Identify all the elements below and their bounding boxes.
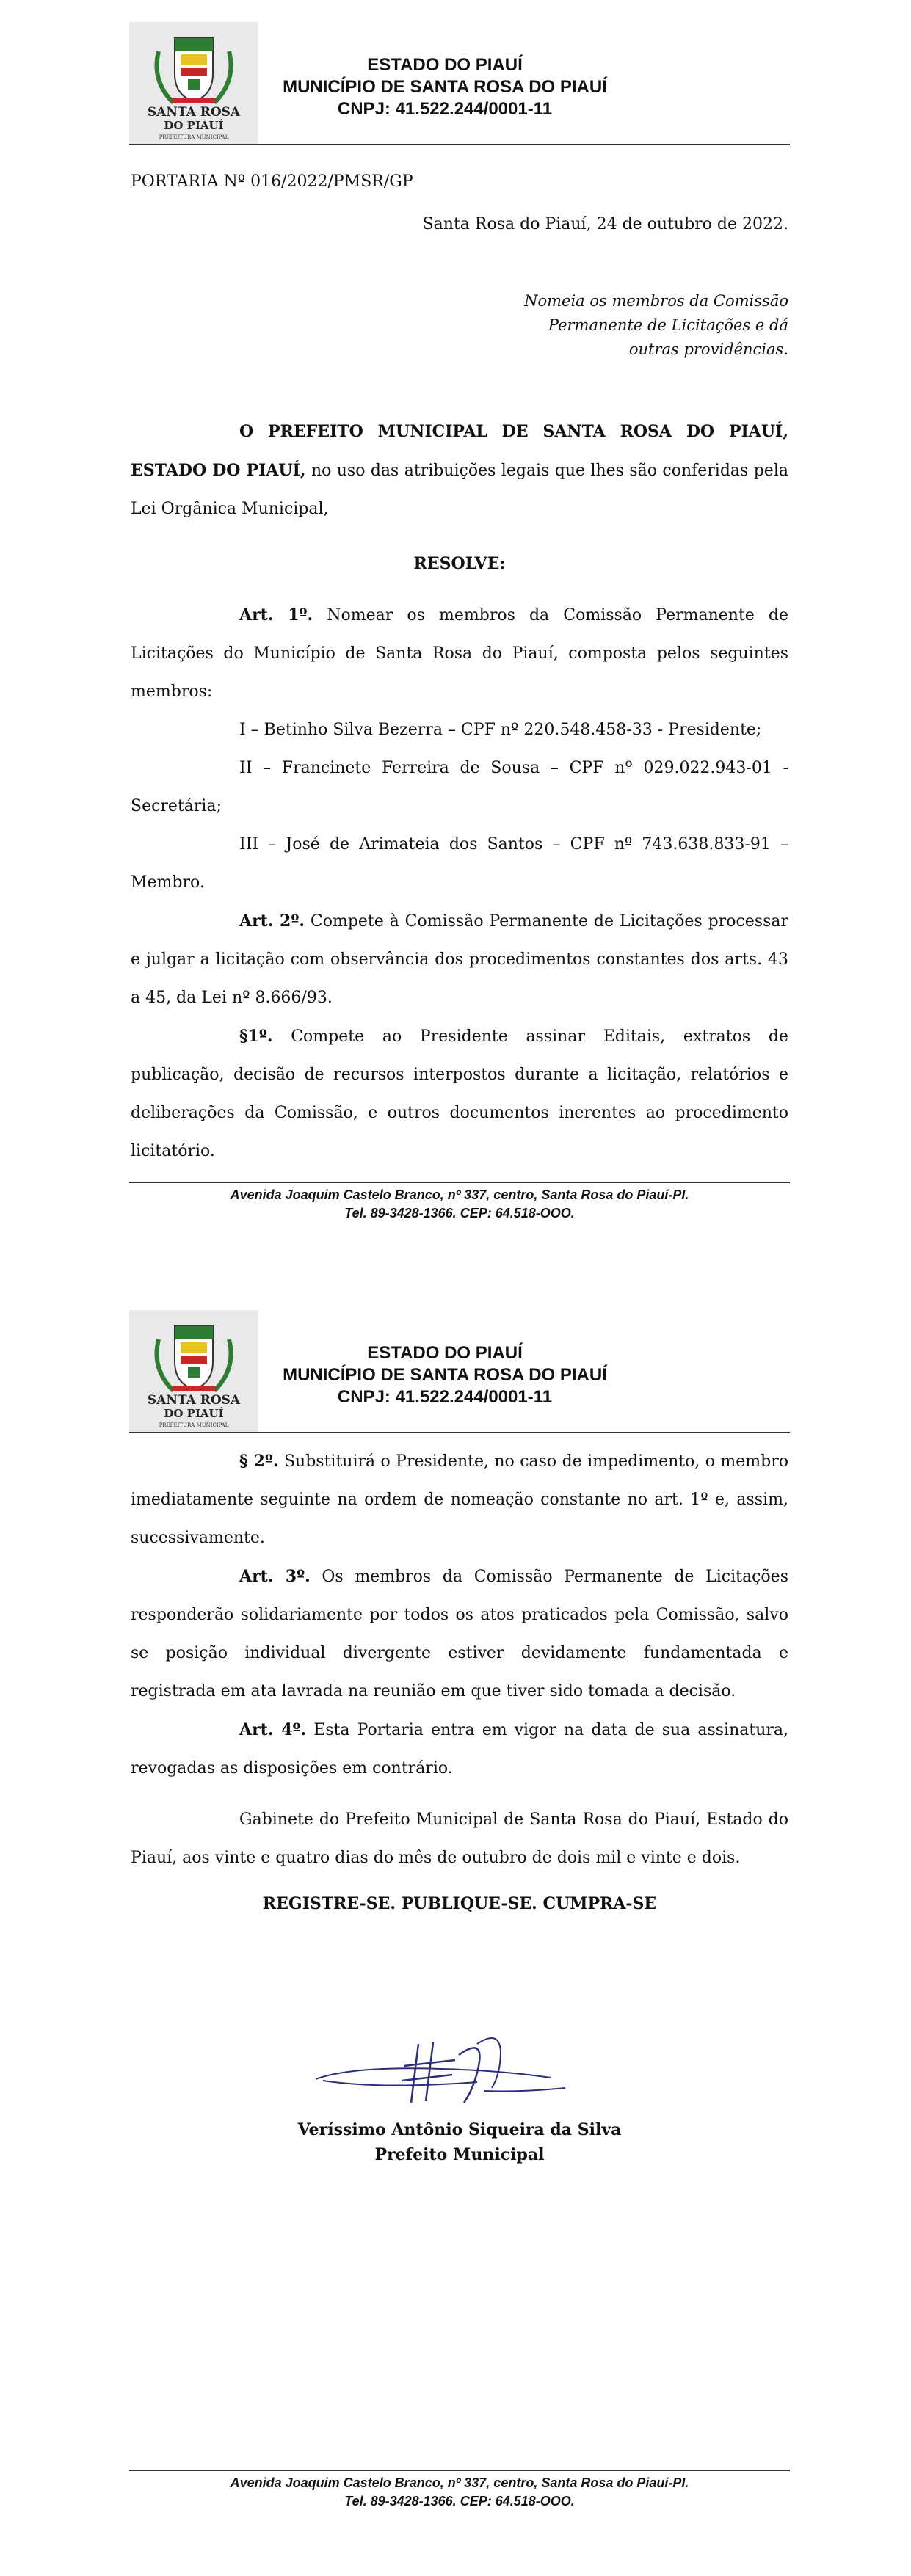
art4-label: Art. 4º. [239, 1720, 307, 1739]
registre-line: REGISTRE-SE. PUBLIQUE-SE. CUMPRA-SE [262, 1894, 657, 1913]
preamble-bold: O PREFEITO MUNICIPAL DE SANTA ROSA DO PIAUÍ, ESTADO DO PIAUÍ, [131, 422, 788, 480]
letterhead [129, 1310, 790, 1435]
art3-text: Os membros da Comissão Permanente de Licitações responderão solidariamente por todos os atos praticados pela Comissão, salvo se posição individual divergente estiver devidamente fundamentada e registrada em ata lavrada na reunião em que tiver sido tomada a decisão. [131, 1568, 788, 1700]
page-2 [0, 1288, 911, 2576]
signer-name: Veríssimo Antônio Siqueira da Silva [297, 2120, 622, 2139]
footer-address: Avenida Joaquim Castelo Branco, nº 337, centro, Santa Rosa do Piauí-PI. [230, 1187, 689, 1202]
closing-paragraph: Gabinete do Prefeito Municipal de Santa Rosa do Piauí, Estado do Piauí, aos vinte e quatro dias do mês de outubro de dois mil e vinte e dois. [131, 1811, 788, 1867]
header-divider [129, 144, 790, 145]
logo-text-3: PREFEITURA MUNICIPAL [159, 134, 229, 140]
articles-page-1 [131, 596, 788, 1171]
letterhead-municipality: MUNICÍPIO DE SANTA ROSA DO PIAUÍ [283, 1365, 607, 1385]
footer-contact: Tel. 89-3428-1366. CEP: 64.518-OOO. [344, 1206, 575, 1220]
letterhead-municipality: MUNICÍPIO DE SANTA ROSA DO PIAUÍ [283, 77, 607, 97]
preamble [131, 412, 788, 528]
letterhead-title [276, 54, 614, 120]
art4-text: Esta Portaria entra em vigor na data de sua assinatura, revogadas as disposições em contrário. [131, 1721, 789, 1778]
page-2-footer [129, 2470, 790, 2511]
member-3: III – José de Arimateia dos Santos – CPF nº 743.638.833-91 – Membro. [131, 835, 788, 892]
logo-text-1: SANTA ROSA [147, 105, 241, 120]
letterhead-cnpj: CNPJ: 41.522.244/0001-11 [337, 1387, 553, 1407]
municipal-logo [129, 22, 258, 144]
signature [308, 2022, 587, 2117]
par1-text: Compete ao Presidente assinar Editais, extratos de publicação, decisão de recursos interpostos durante a licitação, relatórios e deliberações da Comissão, e outros documentos inerentes ao procedimento licitatório. [131, 1027, 788, 1160]
handwritten-signature-icon [308, 2022, 587, 2117]
letterhead-state: ESTADO DO PIAUÍ [367, 55, 523, 75]
coat-of-arms-icon [129, 1310, 258, 1432]
letterhead [129, 22, 790, 147]
footer-contact: Tel. 89-3428-1366. CEP: 64.518-OOO. [344, 2494, 575, 2508]
logo-text-2: DO PIAUÍ [164, 1407, 224, 1420]
art2-text: Compete à Comissão Permanente de Licitações processar e julgar a licitação com observância dos procedimentos constantes dos arts. 43 a 45, da Lei nº 8.666/93. [131, 912, 788, 1007]
member-2: II – Francinete Ferreira de Sousa – CPF nº 029.022.943-01 - Secretária; [131, 759, 788, 815]
footer-address: Avenida Joaquim Castelo Branco, nº 337, centro, Santa Rosa do Piauí-PI. [230, 2475, 689, 2490]
preamble-text: no uso das atribuições legais que lhes são conferidas pela Lei Orgânica Municipal, [131, 462, 788, 518]
municipal-logo [129, 1310, 258, 1432]
portaria-number: PORTARIA Nº 016/2022/PMSR/GP [131, 172, 413, 191]
ementa: Nomeia os membros da Comissão Permanente de Licitações e dá outras providências. [524, 292, 788, 358]
logo-text-2: DO PIAUÍ [164, 119, 224, 132]
member-1: I – Betinho Silva Bezerra – CPF nº 220.548.458-33 - Presidente; [239, 721, 762, 739]
resolve-heading: RESOLVE: [413, 554, 506, 573]
articles-page-2 [131, 1442, 788, 1923]
letterhead-title [276, 1342, 614, 1408]
signer-block [131, 2117, 788, 2167]
par1-label: §1º. [239, 1027, 273, 1046]
ementa-block [131, 289, 788, 370]
coat-of-arms-icon [129, 22, 258, 144]
par2-label: § 2º. [239, 1452, 279, 1471]
letterhead-state: ESTADO DO PIAUÍ [367, 1343, 523, 1363]
art1-label: Art. 1º. [239, 605, 313, 625]
header-divider [129, 1432, 790, 1433]
art2-label: Art. 2º. [239, 912, 305, 931]
art1-text: Nomear os membros da Comissão Permanente de Licitações do Município de Santa Rosa do Piauí, composta pelos seguintes membros: [131, 606, 788, 701]
logo-text-1: SANTA ROSA [147, 1393, 241, 1408]
par2-text: Substituirá o Presidente, no caso de impedimento, o membro imediatamente seguinte na ordem de nomeação constante no art. 1º e, assim, sucessivamente. [131, 1452, 788, 1547]
letterhead-cnpj: CNPJ: 41.522.244/0001-11 [337, 99, 553, 119]
logo-text-3: PREFEITURA MUNICIPAL [159, 1422, 229, 1428]
document-date: Santa Rosa do Piauí, 24 de outubro de 2022. [422, 215, 788, 233]
signer-title: Prefeito Municipal [374, 2145, 545, 2164]
art3-label: Art. 3º. [239, 1567, 311, 1586]
page-1-footer [129, 1182, 790, 1223]
